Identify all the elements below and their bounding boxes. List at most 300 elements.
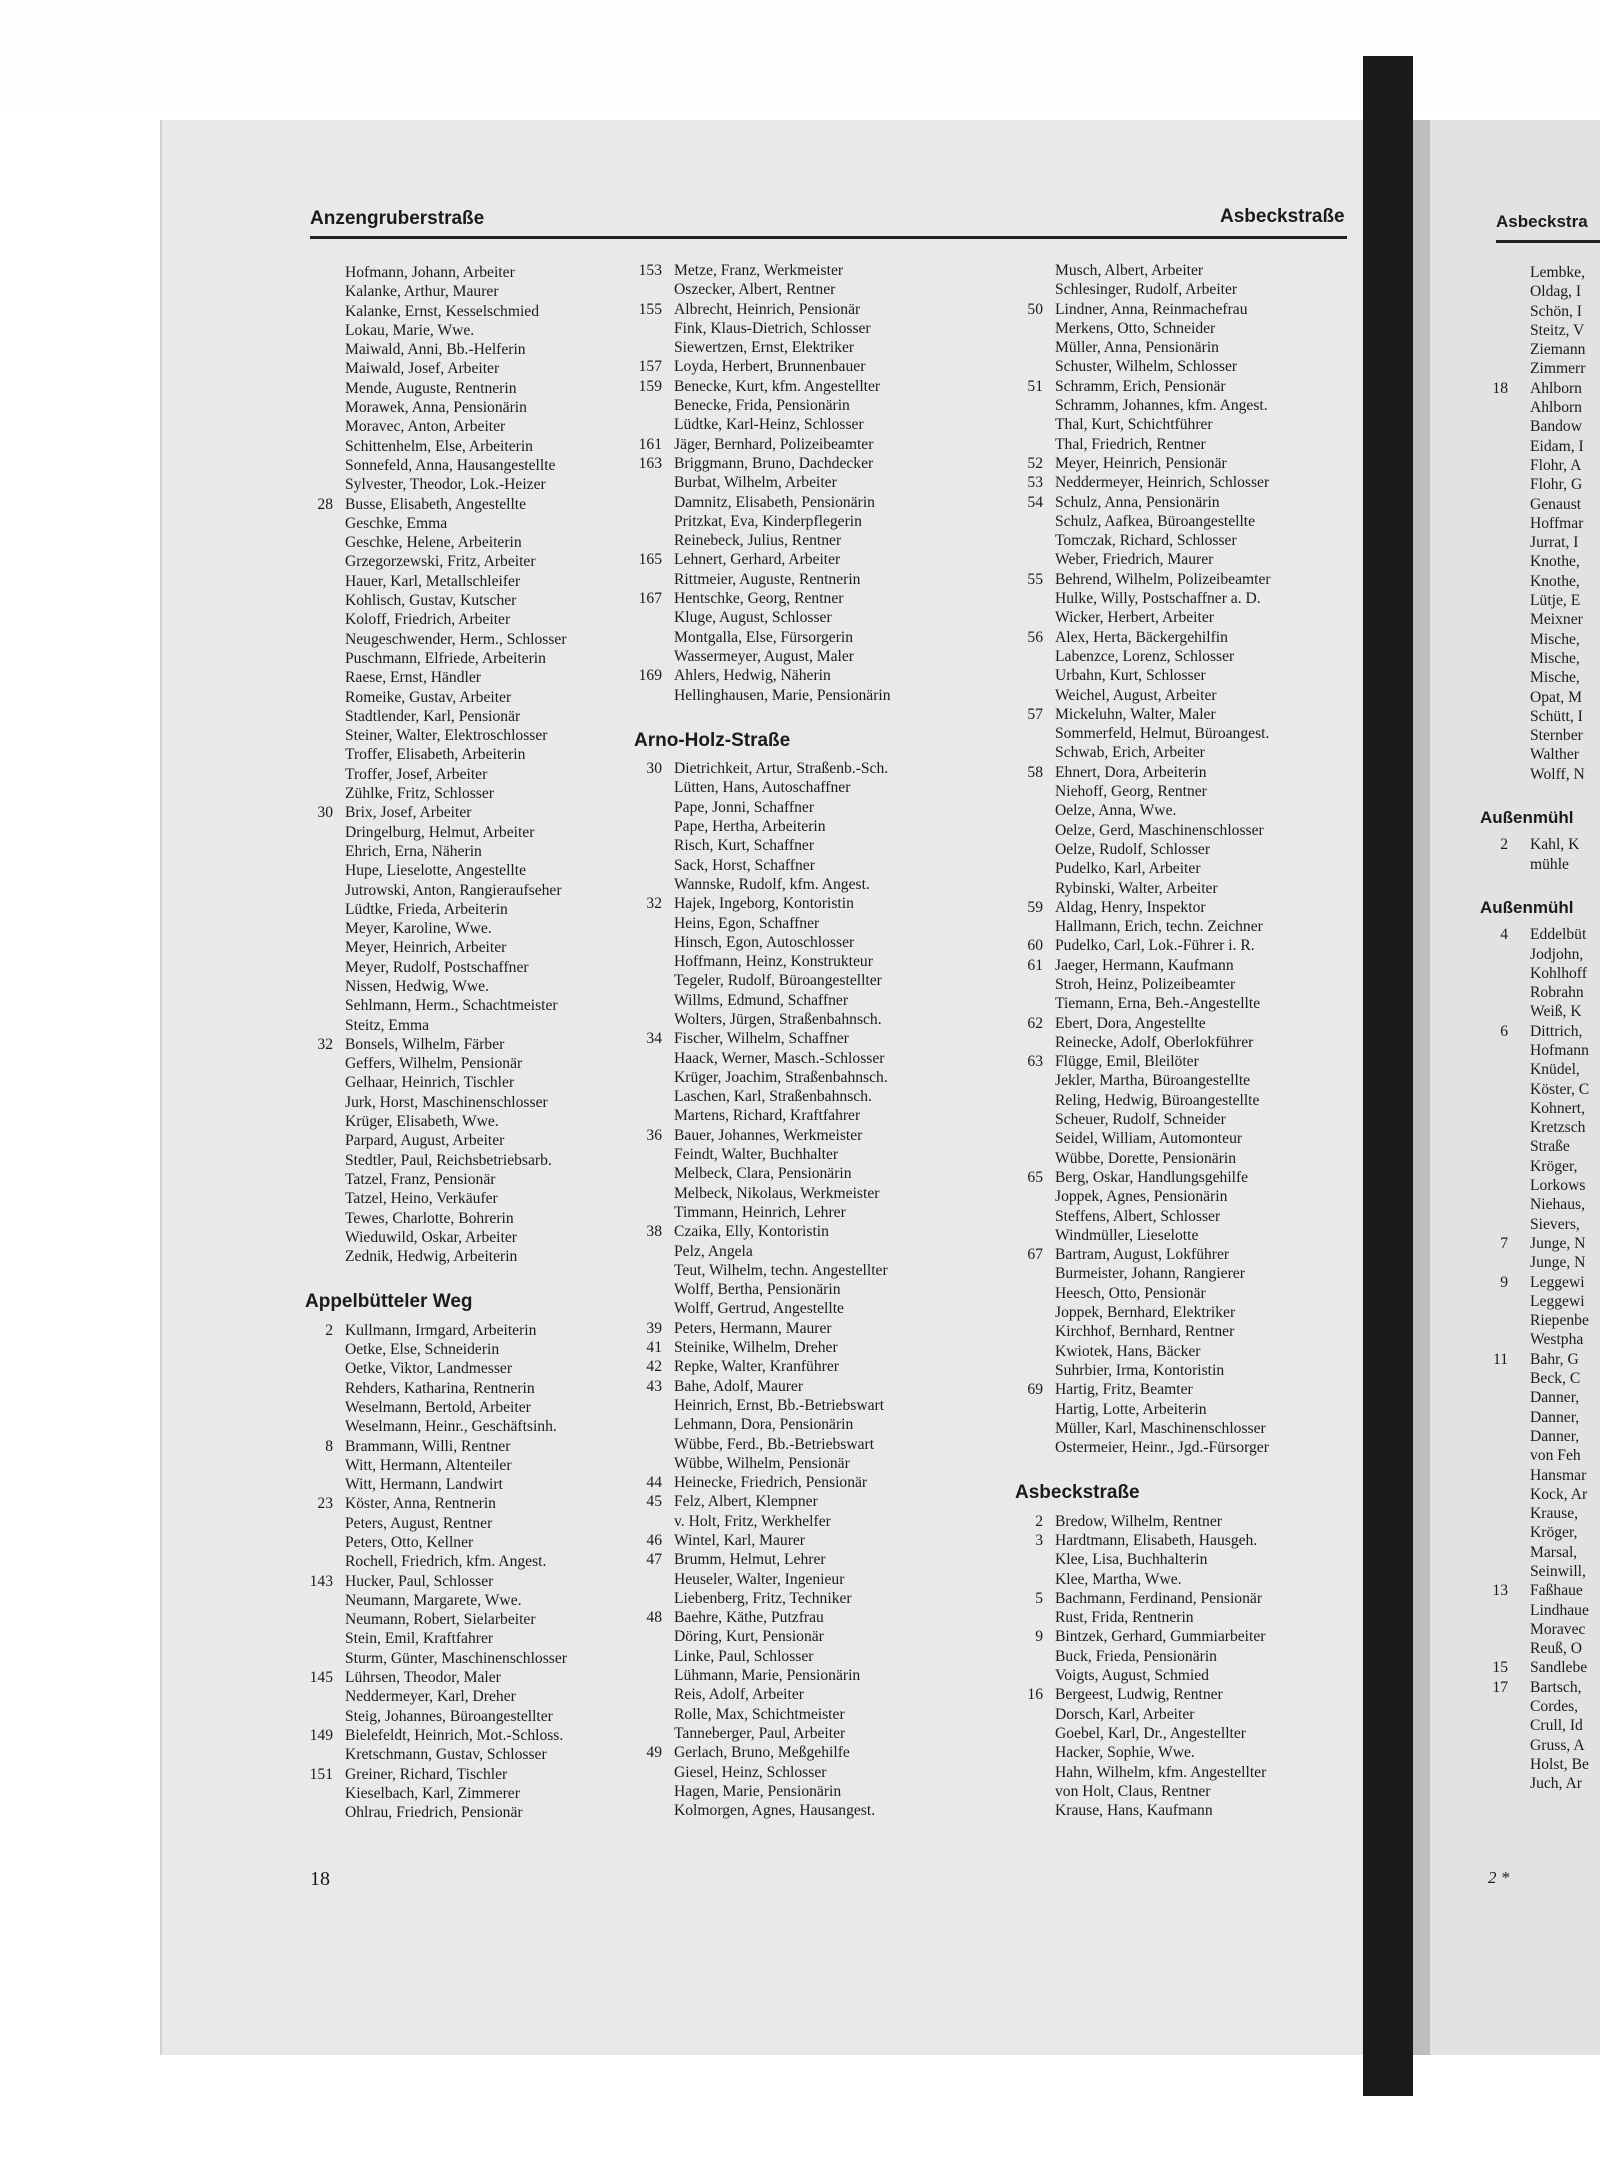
resident-entry [305,1668,567,1687]
resident-entry [305,514,567,533]
resident-name: Hulke, Willy, Postschaffner a. D. [1055,590,1261,608]
resident-name: Sylvester, Theodor, Lok.-Heizer [345,476,546,494]
house-number: 2 [1500,836,1508,854]
resident-name: Oelze, Gerd, Maschinenschlosser [1055,821,1264,839]
resident-entry [305,745,567,764]
resident-entry [1490,398,1589,417]
resident-name: Zühlke, Fritz, Schlosser [345,785,494,803]
resident-name: Ehnert, Dora, Arbeiterin [1055,763,1207,781]
resident-entry [634,1724,891,1743]
resident-entry [1015,1033,1271,1052]
resident-name: Gerlach, Bruno, Meßgehilfe [674,1744,850,1762]
resident-entry [1490,263,1589,282]
resident-name: Kröger, [1530,1524,1578,1542]
resident-entry [634,415,891,434]
resident-entry [305,359,567,378]
resident-name: Kock, Ar [1530,1485,1588,1503]
resident-entry [634,1782,891,1801]
resident-name: Voigts, August, Schmied [1055,1667,1209,1685]
resident-entry [634,1338,891,1357]
resident-entry [1015,801,1271,820]
resident-entry [634,280,891,299]
resident-name: Jurrat, I [1530,534,1579,552]
resident-entry [1015,1512,1271,1531]
resident-name: Willms, Edmund, Schaffner [674,991,849,1009]
resident-name: Melbeck, Nikolaus, Werkmeister [674,1184,880,1202]
house-number: 47 [646,1551,662,1569]
resident-name: Jutrowski, Anton, Rangieraufseher [345,881,562,899]
resident-entry [634,512,891,531]
resident-entry [305,881,567,900]
resident-entry [1015,1782,1271,1801]
resident-name: Dietrichkeit, Artur, Straßenb.-Sch. [674,760,889,778]
resident-entry [1015,1400,1271,1419]
resident-entry [1490,591,1589,610]
resident-entry [1015,1129,1271,1148]
resident-name: Lühmann, Marie, Pensionärin [674,1667,861,1685]
resident-name: Hardtmann, Elisabeth, Hausgeh. [1055,1532,1258,1549]
resident-name: Berg, Oskar, Handlungsgehilfe [1055,1168,1249,1186]
resident-entry [305,1784,567,1803]
running-header-left: Anzengruberstraße [310,208,485,229]
resident-entry [634,1242,891,1261]
resident-name: Schittenhelm, Else, Arbeiterin [345,437,533,455]
resident-name: Neumann, Robert, Sielarbeiter [345,1611,536,1629]
resident-entry [1490,1292,1589,1311]
resident-entry [634,1589,891,1608]
resident-entry [634,1763,891,1782]
resident-entry [634,1164,891,1183]
resident-entry [1490,1041,1589,1060]
resident-name: Lütje, E [1530,592,1581,610]
resident-name: Eidam, I [1530,437,1584,455]
resident-entry [1490,630,1589,649]
resident-name: Weichel, August, Arbeiter [1055,686,1217,704]
resident-entry [305,417,567,436]
resident-name: Knothe, [1530,553,1580,571]
resident-entry [634,971,891,990]
resident-name: Ehrich, Erna, Näherin [345,842,482,860]
resident-entry [1015,1743,1271,1762]
resident-name: Junge, N [1530,1254,1586,1272]
resident-entry [634,1319,891,1338]
house-number: 57 [1027,705,1043,723]
resident-entry [305,1247,567,1266]
resident-entry [305,1151,567,1170]
house-number: 52 [1027,454,1043,472]
house-number: 36 [646,1126,662,1144]
resident-name: Kalanke, Arthur, Maurer [345,283,499,301]
resident-name: Nissen, Hedwig, Wwe. [345,977,489,995]
resident-name: Tiemann, Erna, Beh.-Angestellte [1055,995,1261,1013]
resident-name: Tewes, Charlotte, Bohrerin [345,1209,514,1227]
resident-name: Heesch, Otto, Pensionär [1055,1284,1206,1302]
resident-name: Schramm, Johannes, kfm. Angest. [1055,397,1268,415]
resident-entry [305,1552,567,1571]
resident-entry [1015,435,1271,454]
resident-entry [305,823,567,842]
street-heading: Außenmühl [1480,808,1574,828]
resident-entry [305,1379,567,1398]
resident-entry [305,533,567,552]
resident-name: Wübbe, Dorette, Pensionärin [1055,1149,1237,1167]
resident-entry [1015,1380,1271,1399]
resident-entry [634,550,891,569]
resident-entry [1015,1149,1271,1168]
resident-entry [1015,1110,1271,1129]
resident-name: Ebert, Dora, Angestellte [1055,1014,1206,1032]
resident-entry [305,1417,567,1436]
resident-name: Genaust [1530,495,1582,513]
resident-entry [634,1743,891,1762]
house-number: 32 [646,895,662,913]
resident-name: Joppek, Agnes, Pensionärin [1055,1188,1228,1206]
resident-entry [305,919,567,938]
directory-column-1 [305,263,567,1822]
house-number: 50 [1027,300,1043,318]
resident-entry [1490,495,1589,514]
resident-name: Suhrbier, Irma, Kontoristin [1055,1361,1225,1379]
resident-name: Busse, Elisabeth, Angestellte [345,495,527,513]
resident-name: Kwiotek, Hans, Bäcker [1055,1342,1201,1360]
house-number: 157 [638,358,662,376]
resident-name: Westpha [1530,1331,1584,1349]
resident-name: Moravec [1530,1620,1586,1638]
resident-entry [634,686,891,705]
resident-name: Pape, Hertha, Arbeiterin [674,818,826,836]
resident-entry [305,958,567,977]
resident-name: Opat, M [1530,688,1582,706]
resident-entry [634,473,891,492]
resident-entry [1015,936,1271,955]
resident-name: Ostermeier, Heinr., Jgd.-Fürsorger [1055,1439,1269,1457]
resident-entry [305,996,567,1015]
resident-name: Lütten, Hans, Autoschaffner [674,779,851,797]
house-number: 48 [646,1609,662,1627]
house-number: 32 [317,1035,333,1053]
house-number: 2 [325,1321,333,1339]
resident-entry [634,1492,891,1511]
house-number: 63 [1027,1053,1043,1071]
resident-entry [1015,1666,1271,1685]
house-number: 55 [1027,570,1043,588]
resident-entry [1490,282,1589,301]
resident-name: Wübbe, Wilhelm, Pensionär [674,1454,850,1472]
resident-name: Moravec, Anton, Arbeiter [345,418,506,436]
resident-name: Reinecke, Adolf, Oberlokführer [1055,1033,1254,1051]
resident-name: Mickeluhn, Walter, Maler [1055,705,1216,723]
resident-entry [1490,1388,1589,1407]
page-number: 18 [310,1868,330,1890]
resident-name: Ziemann [1530,341,1586,359]
resident-entry [634,856,891,875]
resident-entry [634,628,891,647]
resident-name: Wolff, Gertrud, Angestellte [674,1300,844,1318]
resident-name: Sack, Horst, Schaffner [674,856,815,874]
resident-name: Peters, Hermann, Maurer [674,1319,832,1337]
house-number: 38 [646,1223,662,1241]
resident-entry [305,1610,567,1629]
resident-entry [305,302,567,321]
resident-entry [1490,1543,1589,1562]
resident-name: Hahn, Wilhelm, kfm. Angestellter [1055,1763,1267,1781]
resident-entry [305,552,567,571]
resident-name: Alex, Herta, Bäckergehilfin [1055,628,1228,646]
resident-entry [1015,686,1271,705]
resident-entry [305,765,567,784]
resident-name: Klee, Lisa, Buchhalterin [1055,1551,1208,1569]
resident-name: Rochell, Friedrich, kfm. Angest. [345,1553,547,1571]
resident-name: Hellinghausen, Marie, Pensionärin [674,686,891,704]
resident-entry [1490,1002,1589,1021]
house-number: 58 [1027,763,1043,781]
resident-name: Hartig, Fritz, Beamter [1055,1381,1193,1399]
house-number: 169 [638,667,662,685]
resident-entry [1015,454,1271,473]
resident-entry [634,1705,891,1724]
resident-name: Heins, Egon, Schaffner [674,914,820,932]
resident-entry [1015,1608,1271,1627]
resident-entry [305,861,567,880]
resident-entry [305,1456,567,1475]
resident-name: Fink, Klaus-Dietrich, Schlosser [674,319,871,337]
resident-entry [634,1666,891,1685]
resident-entry [1490,964,1589,983]
resident-entry [1490,1311,1589,1330]
resident-name: Neumann, Margarete, Wwe. [345,1591,522,1609]
resident-name: Repke, Walter, Kranführer [674,1358,839,1376]
resident-entry [634,759,891,778]
resident-name: Laschen, Karl, Straßenbahnsch. [674,1088,872,1106]
resident-entry [1490,668,1589,687]
resident-entry [1015,589,1271,608]
resident-entry [634,875,891,894]
resident-entry [1490,1485,1589,1504]
resident-entry [634,1068,891,1087]
resident-name: Neddermeyer, Karl, Dreher [345,1688,516,1706]
resident-entry [1015,512,1271,531]
resident-entry [1015,608,1271,627]
resident-entry [634,589,891,608]
resident-entry [1490,1446,1589,1465]
resident-entry [1015,1207,1271,1226]
resident-entry [634,261,891,280]
resident-name: Krause, Hans, Kaufmann [1055,1802,1213,1820]
resident-name: Windmüller, Lieselotte [1055,1226,1199,1244]
resident-name: Weselmann, Bertold, Arbeiter [345,1398,531,1416]
resident-name: Scheuer, Rudolf, Schneider [1055,1111,1226,1129]
resident-name: Walther [1530,746,1579,764]
resident-entry [1015,550,1271,569]
resident-entry [1490,321,1589,340]
resident-name: Riepenbe [1530,1312,1589,1330]
resident-entry [1015,975,1271,994]
resident-name: Danner, [1530,1389,1580,1407]
street-heading: Außenmühl [1480,897,1574,917]
resident-name: Rolle, Max, Schichtmeister [674,1705,845,1723]
resident-name: Haack, Werner, Masch.-Schlosser [674,1049,885,1067]
resident-name: Leggewi [1530,1273,1585,1291]
house-number: 153 [638,262,662,279]
resident-name: Thal, Kurt, Schichtführer [1055,416,1213,434]
resident-entry [1015,1264,1271,1283]
resident-entry [1015,1052,1271,1071]
resident-entry [634,1454,891,1473]
resident-name: Niehoff, Georg, Rentner [1055,783,1207,801]
resident-name: Rybinski, Walter, Arbeiter [1055,879,1218,897]
resident-entry [634,1377,891,1396]
house-number: 17 [1492,1678,1508,1696]
resident-name: Romeike, Gustav, Arbeiter [345,688,512,706]
house-number: 8 [325,1437,333,1455]
resident-entry [305,1035,567,1054]
resident-entry [634,1435,891,1454]
resident-entry [305,1707,567,1726]
resident-entry [634,778,891,797]
resident-name: Brumm, Helmut, Lehrer [674,1551,826,1569]
resident-entry [1490,1176,1589,1195]
house-number: 11 [1492,1350,1508,1368]
resident-name: Bachmann, Ferdinand, Pensionär [1055,1589,1263,1607]
resident-entry [305,1321,567,1340]
resident-entry [1015,396,1271,415]
resident-entry [1015,724,1271,743]
resident-entry [634,894,891,913]
resident-name: Schulz, Aafkea, Büroangestellte [1055,512,1256,530]
resident-name: Sonnefeld, Anna, Hausangestellte [345,456,556,474]
resident-entry [634,933,891,952]
resident-name: Hofmann, Johann, Arbeiter [345,264,515,281]
resident-entry [634,1473,891,1492]
resident-entry [634,1261,891,1280]
resident-name: von Feh [1530,1447,1581,1465]
resident-name: Hoffmann, Heinz, Konstrukteur [674,953,873,971]
resident-name: Lehnert, Gerhard, Arbeiter [674,551,841,569]
resident-entry [1015,261,1271,280]
resident-entry [1015,1226,1271,1245]
resident-entry [305,437,567,456]
resident-name: Lorkows [1530,1177,1586,1195]
resident-entry [1015,879,1271,898]
resident-name: Jodjohn, [1530,945,1584,963]
resident-entry [1015,1589,1271,1608]
resident-name: Jäger, Bernhard, Polizeibeamter [674,435,874,453]
resident-name: Köster, C [1530,1080,1590,1098]
resident-name: Hoffmar [1530,514,1584,532]
resident-name: Reinebeck, Julius, Rentner [674,532,842,550]
resident-entry [1490,835,1589,854]
resident-entry [1015,1627,1271,1646]
resident-entry [305,379,567,398]
resident-entry [305,1131,567,1150]
resident-name: Ohlrau, Friedrich, Pensionär [345,1804,523,1822]
resident-name: Puschmann, Elfriede, Arbeiterin [345,649,546,667]
resident-entry [305,1093,567,1112]
resident-entry [1490,726,1589,745]
resident-entry [305,282,567,301]
resident-name: Köster, Anna, Rentnerin [345,1495,496,1513]
resident-name: Pudelko, Karl, Arbeiter [1055,860,1201,878]
resident-name: Giesel, Heinz, Schlosser [674,1763,827,1781]
resident-entry [634,493,891,512]
resident-name: Linke, Paul, Schlosser [674,1647,814,1665]
resident-entry [1015,300,1271,319]
house-number: 65 [1027,1168,1043,1186]
resident-entry [1490,417,1589,436]
resident-name: Crull, Id [1530,1717,1583,1735]
resident-name: Meyer, Heinrich, Arbeiter [345,939,507,957]
resident-entry [634,1415,891,1434]
resident-name: Wolters, Jürgen, Straßenbahnsch. [674,1010,882,1028]
resident-entry [305,784,567,803]
resident-name: Bartram, August, Lokführer [1055,1246,1230,1264]
resident-name: Lindhaue [1530,1601,1589,1619]
resident-name: Reling, Hedwig, Büroangestellte [1055,1091,1260,1109]
resident-entry [1015,1245,1271,1264]
resident-entry [634,1280,891,1299]
street-heading: Appelbütteler Weg [305,1291,473,1313]
resident-name: Mische, [1530,630,1580,648]
house-number: 28 [317,495,333,513]
house-number: 3 [1035,1532,1043,1549]
resident-name: Krüger, Elisabeth, Wwe. [345,1113,499,1131]
resident-entry [1490,707,1589,726]
resident-entry [634,1106,891,1125]
resident-entry [1015,531,1271,550]
resident-entry [305,398,567,417]
resident-entry [1490,765,1589,784]
resident-name: Lüdtke, Karl-Heinz, Schlosser [674,416,864,434]
resident-entry [1015,666,1271,685]
resident-entry [1015,743,1271,762]
resident-name: Krause, [1530,1505,1579,1523]
resident-name: Schütt, I [1530,707,1583,725]
resident-entry [1015,1705,1271,1724]
resident-name: Kluge, August, Schlosser [674,609,832,627]
resident-entry [1015,763,1271,782]
resident-entry [1490,1678,1589,1697]
resident-entry [1490,1195,1589,1214]
resident-name: Lührsen, Theodor, Maler [345,1669,501,1687]
resident-name: Flohr, G [1530,476,1583,494]
resident-entry [634,570,891,589]
resident-name: v. Holt, Fritz, Werkhelfer [674,1512,831,1530]
resident-name: Witt, Hermann, Landwirt [345,1476,503,1494]
resident-name: Brammann, Willi, Rentner [345,1437,511,1455]
resident-entry [1490,649,1589,668]
resident-entry [634,300,891,319]
resident-entry [305,630,567,649]
resident-name: Behrend, Wilhelm, Polizeibeamter [1055,570,1271,588]
resident-entry [1490,1060,1589,1079]
resident-entry [305,263,567,282]
resident-name: Hartig, Lotte, Arbeiterin [1055,1400,1207,1418]
resident-name: Rehders, Katharina, Rentnerin [345,1379,535,1397]
resident-entry [1015,1361,1271,1380]
resident-entry [305,1209,567,1228]
resident-entry [634,608,891,627]
scan-background [0,0,1600,112]
resident-entry [1490,1620,1589,1639]
running-header-next-page: Asbeckstra [1496,212,1588,231]
resident-entry [634,357,891,376]
house-number: 54 [1027,493,1043,511]
directory-column-2 [634,261,891,1820]
resident-name: Meyer, Karoline, Wwe. [345,920,492,938]
resident-entry [1490,302,1589,321]
resident-entry [1490,983,1589,1002]
resident-entry [1490,1774,1589,1793]
